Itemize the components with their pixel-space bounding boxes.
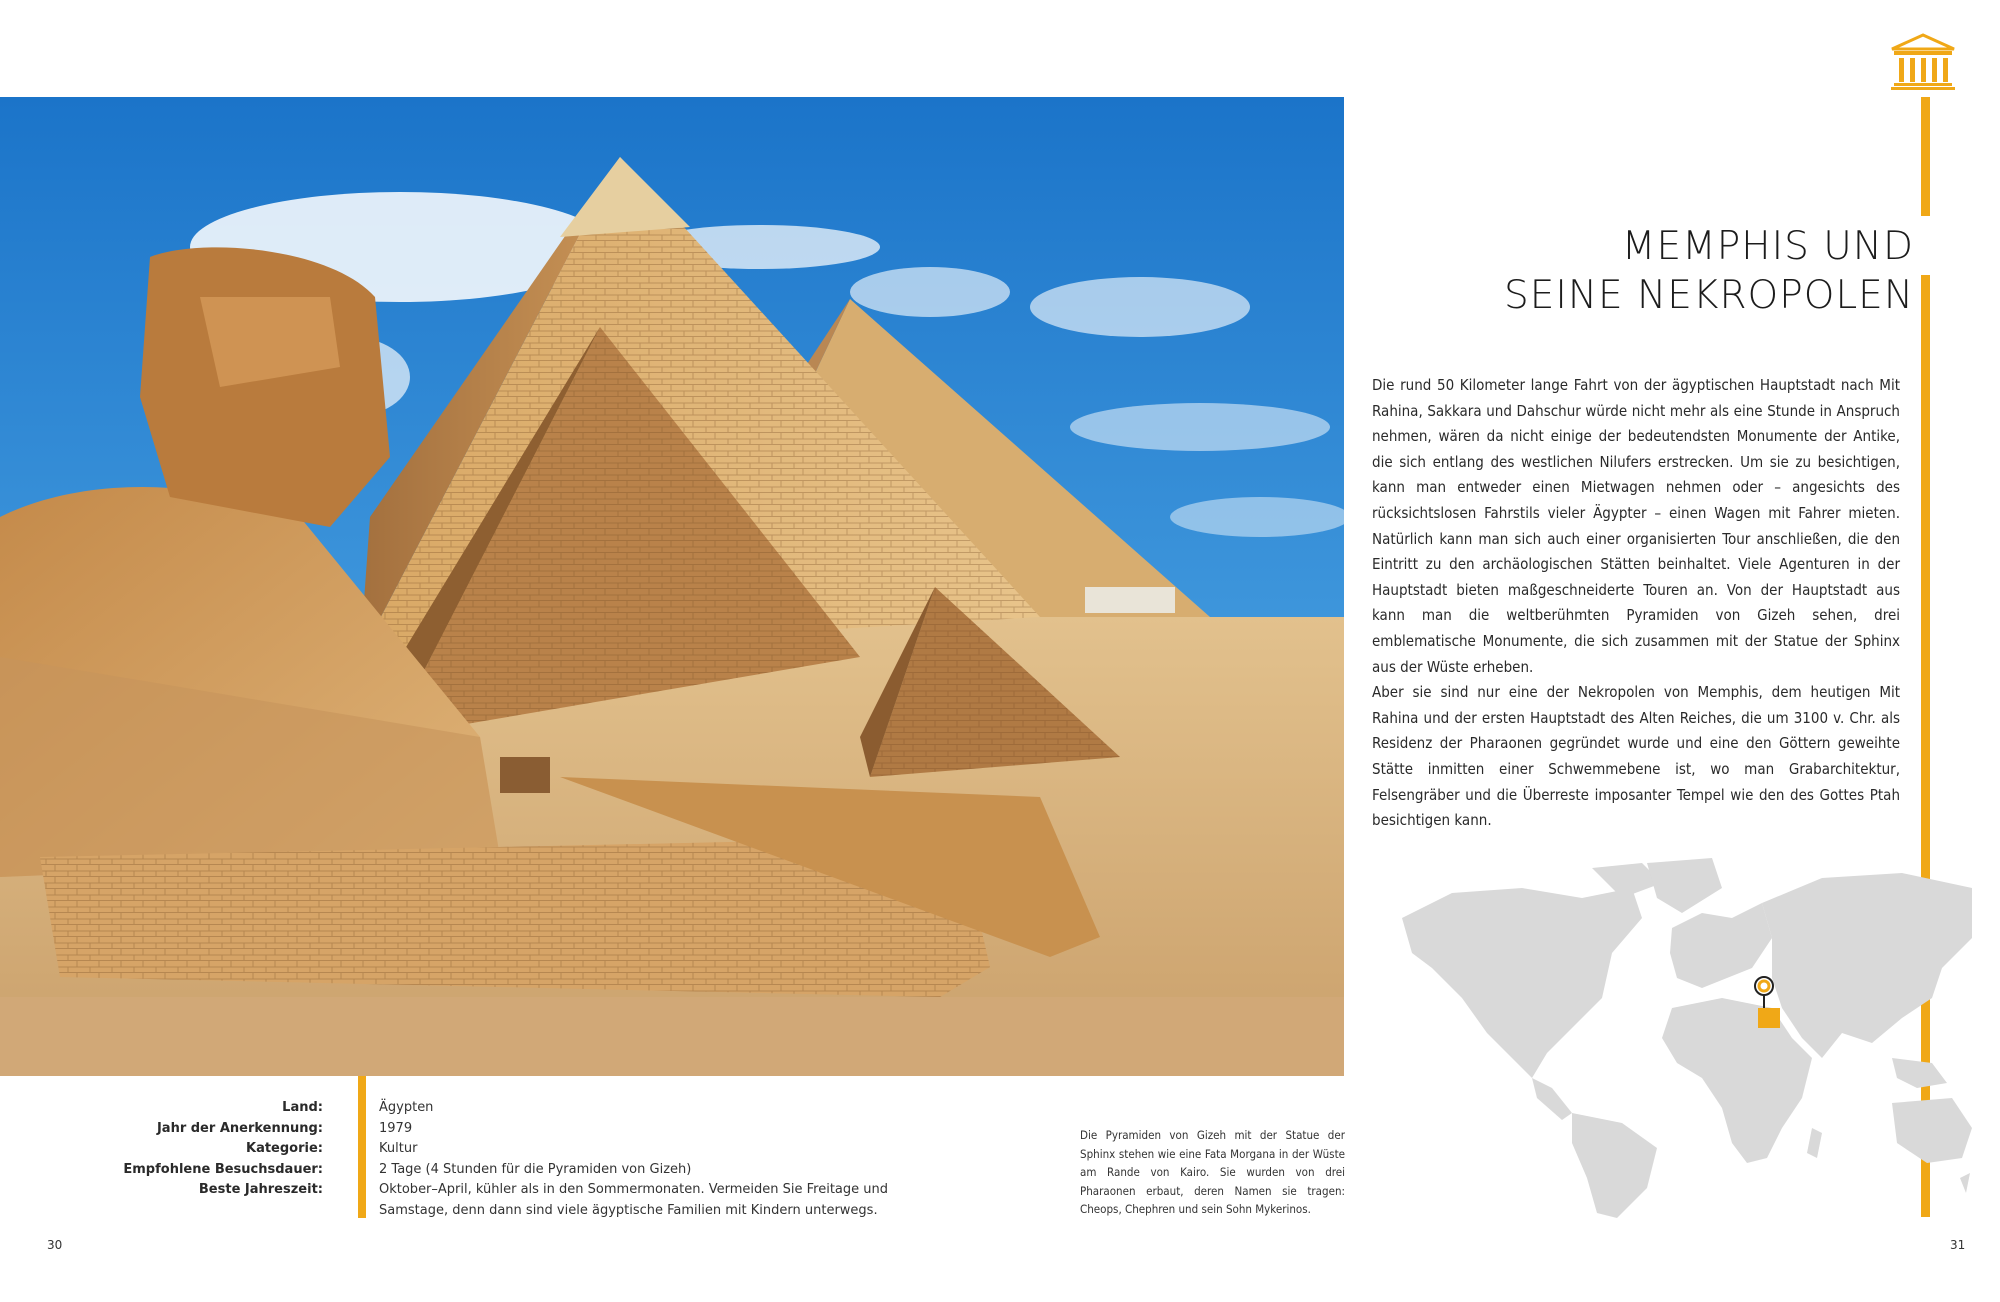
page-number-right: 31 xyxy=(1950,1238,1966,1252)
photo-pyramids-sphinx xyxy=(0,97,1344,1076)
fact-row-season xyxy=(0,1180,1000,1221)
fact-value: Ägypten xyxy=(379,1100,434,1115)
location-pin-icon xyxy=(1755,977,1773,1008)
fact-value: 2 Tage (4 Stunden für die Pyramiden von Gizeh) xyxy=(379,1161,692,1177)
body-paragraph-1: Die rund 50 Kilometer lange Fahrt von der ägyptischen Hauptstadt nach Mit Rahina, Sakkara und Dahschur würde nicht mehr als eine Stunde in Anspruch nehmen, wären da nicht einige der bedeutendsten Monumente der Antike, die sich entlang des westlichen Nilufers erstrecken. Um sie zu besichtigen, kann man entweder einen Mietwagen nehmen oder – angesichts des rücksichtslosen Fahrstils vieler Ägypter – einen Wagen mit Fahrer mieten. Natürlich kann man sich auch einer organisierten Tour anschließen, die den Eintritt zu den archäologischen Stätten beinhaltet. Viele Agenturen in der Hauptstadt bieten maßgeschneiderte Touren an. Von der Hauptstadt aus kann man die weltberühmten Pyramiden von Gizeh sehen, drei emblematische Monumente, die sich zusammen mit der Statue der Sphinx aus der Wüste erheben. xyxy=(1372,376,1900,676)
title-line-1: MEMPHIS UND xyxy=(1621,224,1914,269)
fact-label: Empfohlene Besuchsdauer: xyxy=(123,1161,323,1177)
body-text xyxy=(1372,373,1900,834)
world-map-graphic xyxy=(1372,858,1972,1218)
photo-illustration xyxy=(0,97,1344,1076)
fact-value: Oktober–April, kühler als in den Sommermonaten. Vermeiden Sie Freitage und Samstage, denn dann sind viele ägyptische Familien mit Kindern unterwegs. xyxy=(379,1182,888,1218)
page-number-left: 30 xyxy=(47,1238,63,1252)
fact-label: Beste Jahreszeit: xyxy=(198,1182,323,1197)
title-line-2: SEINE NEKROPOLEN xyxy=(1503,273,1914,318)
fact-label: Kategorie: xyxy=(246,1141,323,1156)
fact-label: Jahr der Anerkennung: xyxy=(156,1120,323,1136)
facts-table xyxy=(0,1098,1000,1221)
page-title xyxy=(1504,222,1914,320)
fact-row-year xyxy=(0,1119,1000,1140)
temple-icon xyxy=(1890,33,1956,91)
fact-value: 1979 xyxy=(379,1120,413,1136)
world-map xyxy=(1372,858,1972,1218)
fact-row-duration xyxy=(0,1160,1000,1181)
photo-caption: Die Pyramiden von Gizeh mit der Statue der Sphinx stehen wie eine Fata Morgana in der Wüste am Rande von Kairo. Sie wurden von drei Pharaonen erbaut, deren Namen sie tragen: Cheops, Chephren und sein Sohn Mykerinos. xyxy=(1080,1128,1345,1216)
body-paragraph-2: Aber sie sind nur eine der Nekropolen von Memphis, dem heutigen Mit Rahina und der ersten Hauptstadt des Alten Reiches, die um 3100 v. Chr. als Residenz der Pharaonen gegründet wurde und eine den Göttern geweihte Stätte inmitten einer Schwemmebene ist, wo man Grabarchitektur, Felsengräber und die Überreste imposanter Tempel wie den des Gottes Ptah besichtigen kann. xyxy=(1372,683,1900,830)
accent-bar-top xyxy=(1921,97,1930,216)
fact-row-country xyxy=(0,1098,1000,1119)
fact-value: Kultur xyxy=(379,1141,418,1156)
map-highlight-egypt xyxy=(1758,1008,1780,1028)
fact-label: Land: xyxy=(282,1100,323,1115)
fact-row-category xyxy=(0,1139,1000,1160)
